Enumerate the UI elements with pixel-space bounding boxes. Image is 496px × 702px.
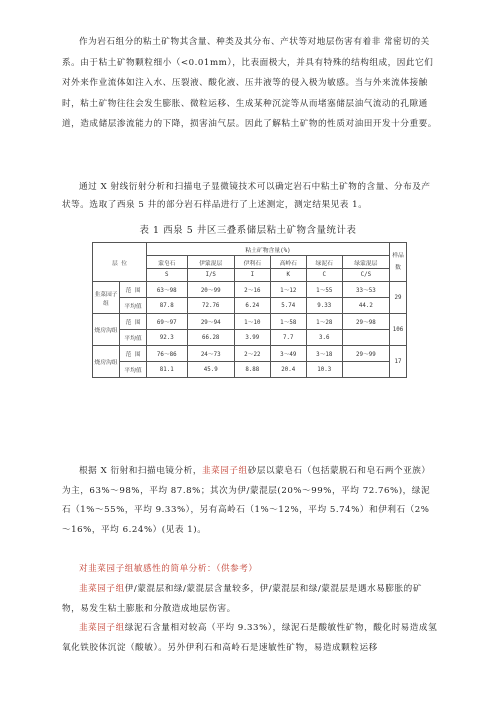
analysis-paragraph bbox=[62, 462, 438, 540]
sensitivity-1-rest: 伊/蒙混层和绿/蒙混层含量较多，伊/蒙混层和绿/蒙混层是遇水易膨胀的矿物，易发生粘土膨胀和分散造成地层伤害。 bbox=[62, 584, 422, 614]
header-group: 粘土矿物含量(%) bbox=[147, 243, 390, 256]
method-paragraph: 通过 X 射线衍射分析和扫描电子显微镜技术可以确定岩石中粘土矿物的含量、分布及产状等。选取了西泉 5 井的部分岩石样品进行了上述测定，测定结果见表 1。 bbox=[62, 182, 431, 210]
table-title: 表 1 西泉 5 井区三叠系储层粘土矿物含量统计表 bbox=[139, 225, 357, 236]
table-cell: 63～98 bbox=[147, 282, 188, 298]
table-cell: 1～58 bbox=[270, 314, 306, 330]
analysis-rest: 砂层以蒙皂石（包括蒙脱石和皂石两个亚族）为主，63%～98%，平均 87.8%；其次为伊/蒙混层(20%～99%，平均 72.76%)，绿泥石（1%～55%，平均 9.33%），另有高岭石（1%～12%，平均 5.74%）和伊利石（2%～16%，平均 6.24%）(见表 1)。 bbox=[62, 466, 431, 535]
sensitivity-2-red: 韭菜园子组 bbox=[79, 623, 125, 633]
table-cell: 44.2 bbox=[342, 298, 389, 314]
table-cell: 29～94 bbox=[187, 314, 234, 330]
row-label: 范 围 bbox=[120, 314, 147, 330]
table-cell: 81.1 bbox=[147, 362, 188, 378]
table-cell: 20.4 bbox=[270, 362, 306, 378]
table-cell: 29～99 bbox=[342, 346, 389, 362]
table-cell: 69～97 bbox=[147, 314, 188, 330]
table-cell: 33～53 bbox=[342, 282, 389, 298]
table-cell: 3～49 bbox=[270, 346, 306, 362]
sensitivity-paragraph-2 bbox=[62, 619, 438, 658]
table-cell: 3.99 bbox=[234, 330, 270, 346]
mineral-code: C bbox=[306, 269, 342, 282]
mineral-name: 伊蒙混层 bbox=[187, 256, 234, 269]
table-cell: 2～22 bbox=[234, 346, 270, 362]
table-cell: 1～55 bbox=[306, 282, 342, 298]
table-cell bbox=[342, 362, 389, 378]
mineral-code: S bbox=[147, 269, 188, 282]
mineral-code: K bbox=[270, 269, 306, 282]
mineral-name: 蒙皂石 bbox=[147, 256, 188, 269]
sample-count: 106 bbox=[390, 314, 407, 346]
row-label: 范 围 bbox=[120, 346, 147, 362]
table-cell: 20～99 bbox=[187, 282, 234, 298]
mineral-code: C/S bbox=[342, 269, 389, 282]
header-samples: 样品数 bbox=[390, 243, 407, 282]
analysis-red-term: 韭菜园子组 bbox=[201, 466, 248, 476]
table-cell: 10.3 bbox=[306, 362, 342, 378]
mineral-code: I/S bbox=[187, 269, 234, 282]
mineral-name: 绿泥石 bbox=[306, 256, 342, 269]
sensitivity-heading: 对韭菜园子组敏感性的简单分析：（供参考） bbox=[79, 564, 258, 574]
table-cell: 9.33 bbox=[306, 298, 342, 314]
intro-paragraph: 作为岩石组分的粘土矿物其含量、种类及其分布、产状等对地层伤害有着非 常密切的关系。由于粘土矿物颗粒细小（<0.01mm），比表面极大，并具有特殊的结构组成，因此它们对外来作业流体如注入水、压裂液、酸化液、压井液等的侵入极为敏感。当与外来流体接触时，粘土矿物往往会发生膨胀、微粒运移、生成某种沉淀等从而堵塞储层油气流动的孔隙通道，造成储层渗流能力的下降，损害油气层。因此了解粘土矿物的性质对油田开发十分重要。 bbox=[62, 37, 437, 130]
mineral-name: 高岭石 bbox=[270, 256, 306, 269]
row-label: 范 围 bbox=[120, 282, 147, 298]
table-cell: 8.88 bbox=[234, 362, 270, 378]
table-cell: 76～86 bbox=[147, 346, 188, 362]
row-label: 平均值 bbox=[120, 330, 147, 346]
table-cell: 87.8 bbox=[147, 298, 188, 314]
sensitivity-2-rest: 绿泥石含量相对较高（平均 9.33%），绿泥石是酸敏性矿物，酸化时易造成氢氧化铁胶体沉淀（酸敏）。另外伊利石和高岭石是速敏性矿物，易造成颗粒运移 bbox=[62, 623, 438, 653]
row-label: 平均值 bbox=[120, 298, 147, 314]
mineral-name: 绿蒙混层 bbox=[342, 256, 389, 269]
table-cell: 24～73 bbox=[187, 346, 234, 362]
table-cell bbox=[342, 330, 389, 346]
table-cell: 2～16 bbox=[234, 282, 270, 298]
sample-count: 29 bbox=[390, 282, 407, 314]
group-name: 烧房沟组 bbox=[93, 314, 120, 346]
sample-count: 17 bbox=[390, 346, 407, 378]
sensitivity-1-red: 韭菜园子组 bbox=[79, 584, 125, 594]
table-cell: 92.3 bbox=[147, 330, 188, 346]
table-cell: 29～98 bbox=[342, 314, 389, 330]
table-cell: 5.74 bbox=[270, 298, 306, 314]
sensitivity-paragraph-1 bbox=[62, 580, 438, 619]
group-name: 烧房沟组 bbox=[93, 346, 120, 378]
analysis-lead: 根据 X 衍射和扫描电镜分析， bbox=[79, 466, 202, 476]
clay-mineral-table bbox=[92, 242, 407, 378]
row-label: 平均值 bbox=[120, 362, 147, 378]
table-cell: 45.9 bbox=[187, 362, 234, 378]
table-cell: 6.24 bbox=[234, 298, 270, 314]
table-cell: 3.6 bbox=[306, 330, 342, 346]
mineral-code: I bbox=[234, 269, 270, 282]
group-name: 韭菜园子组 bbox=[93, 282, 120, 314]
table-cell: 66.28 bbox=[187, 330, 234, 346]
table-cell: 72.76 bbox=[187, 298, 234, 314]
table-cell: 1～10 bbox=[234, 314, 270, 330]
table-cell: 1～28 bbox=[306, 314, 342, 330]
table-cell: 3～18 bbox=[306, 346, 342, 362]
header-layer: 层 位 bbox=[93, 243, 147, 282]
table-cell: 7.7 bbox=[270, 330, 306, 346]
mineral-name: 伊利石 bbox=[234, 256, 270, 269]
table-cell: 1～12 bbox=[270, 282, 306, 298]
